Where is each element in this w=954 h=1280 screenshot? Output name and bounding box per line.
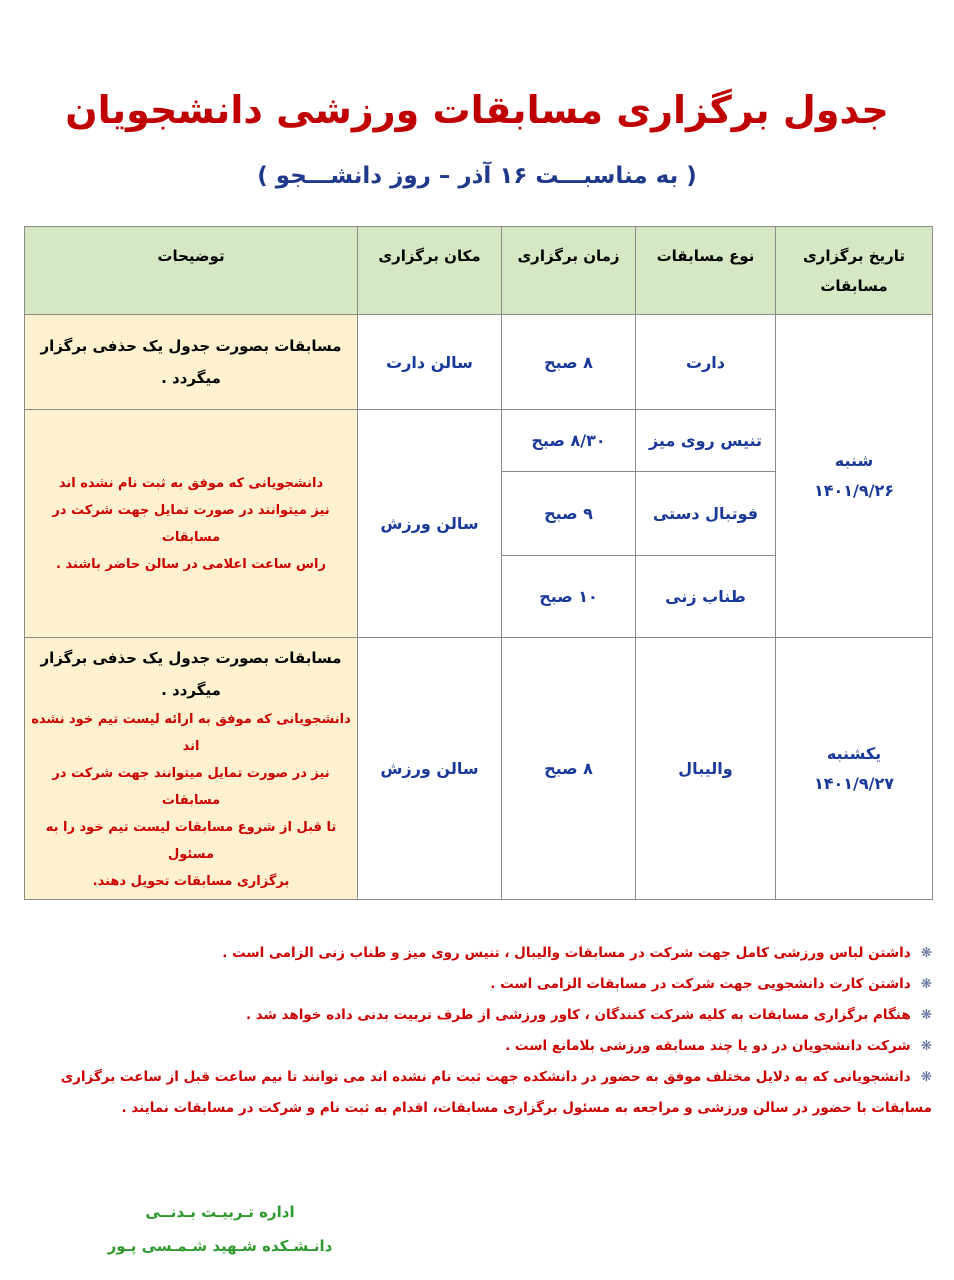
- faculty-name: دانـشـکده شـهید شـمـسی پـور: [107, 1237, 333, 1255]
- time-cell: ۹ صبح: [502, 472, 636, 556]
- list-item: [20, 1000, 932, 1031]
- date-value: ۱۴۰۱/۹/۲۶: [813, 481, 895, 500]
- note-red-line: نیز میتوانند در صورت تمایل جهت شرکت در مسابقات: [52, 502, 330, 545]
- note-red-line: نیز در صورت تمایل میتوانند جهت شرکت در مسابقات: [52, 766, 330, 808]
- list-item: [20, 938, 932, 969]
- page-title: جدول برگزاری مسابقات ورزشی دانشجویان: [65, 88, 889, 132]
- page-subtitle: ( به مناسبـــت ۱۶ آذر – روز دانشـــجو ): [257, 163, 697, 189]
- place-cell: سالن ورزش: [358, 410, 502, 638]
- note-red-line: راس ساعت اعلامی در سالن حاضر باشند .: [56, 556, 326, 572]
- header-type: نوع مسابقات: [636, 227, 776, 315]
- date-cell-day2: [776, 638, 933, 900]
- notes-cell: [25, 315, 358, 410]
- time-cell: ۸/۳۰ صبح: [502, 410, 636, 472]
- time-cell: ۸ صبح: [502, 315, 636, 410]
- header-place: مکان برگزاری: [358, 227, 502, 315]
- time-cell: ۸ صبح: [502, 638, 636, 900]
- department-name: اداره تـربیـت بـدنــی: [145, 1203, 295, 1221]
- header-time: زمان برگزاری: [502, 227, 636, 315]
- note-red-line: تا قبل از شروع مسابقات لیست تیم خود را به مسئول: [45, 820, 337, 862]
- type-cell: طناب زنی: [636, 556, 776, 638]
- date-day: یکشنبه: [826, 743, 882, 763]
- schedule-table: [24, 226, 933, 900]
- note-text: داشتن کارت دانشجویی جهت شرکت در مسابقات الزامی است .: [490, 976, 911, 992]
- header-notes: توضیحات: [25, 227, 358, 315]
- table-header-row: [25, 227, 933, 315]
- signature-block: [100, 1195, 340, 1263]
- type-cell: والیبال: [636, 638, 776, 900]
- place-cell: سالن دارت: [358, 315, 502, 410]
- notes-cell: [25, 638, 358, 900]
- notes-cell: [25, 410, 358, 638]
- header-date: تاریخ برگزاری مسابقات: [776, 227, 933, 315]
- note-red-line: دانشجویانی که موفق به ارائه لیست تیم خود نشده اند: [31, 712, 351, 754]
- bullet-icon: ❋: [920, 1038, 932, 1054]
- type-cell: تنیس روی میز: [636, 410, 776, 472]
- bullet-icon: ❋: [920, 1007, 932, 1023]
- note-text: داشتن لباس ورزشی کامل جهت شرکت در مسابقات والیبال ، تنیس روی میز و طناب زنی الزامی است .: [222, 945, 911, 961]
- note-red-line: برگزاری مسابقات تحویل دهند.: [92, 874, 290, 889]
- bullet-icon: ❋: [920, 976, 932, 992]
- table-row: [25, 315, 933, 410]
- notes-list: [20, 938, 932, 1124]
- list-item: [20, 969, 932, 1000]
- place-cell: سالن ورزش: [358, 638, 502, 900]
- date-cell-day1: [776, 315, 933, 638]
- bullet-icon: ❋: [920, 1069, 932, 1085]
- list-item: [20, 1062, 932, 1124]
- note-main: مسابقات بصورت جدول یک حذفی برگزار میگردد .: [40, 649, 342, 699]
- note-text: دانشجویانی که به دلایل مختلف موفق به حضور در دانشکده جهت ثبت نام نشده اند می توانند تا نیم ساعت قبل از ساعت برگزاری مسابقات با حضور در سالن ورزشی و مراجعه به مسئول برگزاری مسابقات، اقدام به ثبت نام و شرکت در مسابقات نمایند .: [60, 1069, 932, 1116]
- type-cell: دارت: [636, 315, 776, 410]
- date-value: ۱۴۰۱/۹/۲۷: [813, 773, 895, 793]
- bullet-icon: ❋: [920, 945, 932, 961]
- type-cell: فوتبال دستی: [636, 472, 776, 556]
- time-cell: ۱۰ صبح: [502, 556, 636, 638]
- list-item: [20, 1031, 932, 1062]
- note-text: شرکت دانشجویان در دو یا چند مسابقه ورزشی بلامانع است .: [505, 1038, 911, 1054]
- note-red-line: دانشجویانی که موفق به ثبت نام نشده اند: [58, 475, 324, 491]
- date-day: شنبه: [834, 451, 874, 470]
- table-row: [25, 638, 933, 900]
- note-main: مسابقات بصورت جدول یک حذفی برگزار میگردد .: [40, 337, 342, 387]
- note-text: هنگام برگزاری مسابقات به کلیه شرکت کنندگان ، کاور ورزشی از طرف تربیت بدنی داده خواهد شد .: [245, 1007, 911, 1023]
